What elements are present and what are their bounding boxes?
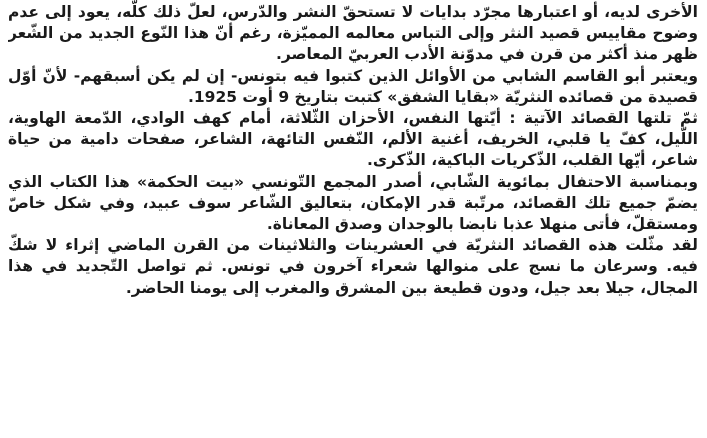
- paragraph-centenary-book: وبمناسبة الاحتفال بمائوية الشّابي، أصدر المجمع التّونسي «بيت الحكمة» هذا الكتاب الذي يضمّ جميع تلك القصائد، مرتّبة قدر الإمكان، بتعاليق الشّاعر سوف عبيد، وفي شكل خاصّ ومستقلّ، فأتى منهلا عذبا نابضا بالوجدان وصدق المعاناة.: [8, 172, 698, 234]
- paragraph-poem-list: ثمّ تلتها القصائد الآتية : أيّتها النفس، الأحزان الثّلاثة، أمام كهف الوادي، الدّمعة الهاوية، اللّيل، كفّ يا قلبي، الخريف، أغنية الألم، النّفس التائهة، الشاعر، صفحات دامية من حياة شاعر، أيّها القلب، الذّكريات الباكية، الذّكرى.: [8, 109, 698, 170]
- paragraph-shabbi-pioneer: ويعتبر أبو القاسم الشابي من الأوائل الذين كتبوا فيه بتونس- إن لم يكن أسبقهم- لأنّ أوّل قصيدة من قصائده النثريّة «بقايا الشفق» كتبت بتاريخ 9 أوت 1925.: [8, 66, 698, 106]
- paragraph-conclusion: لقد مثّلت هذه القصائد النثريّة في العشرينات والثلاثينات من القرن الماضي إثراء لا شكّ فيه. وسرعان ما نسج على منوالها شعراء آخرون في تونس. ثم تواصل التّجديد في هذا المجال، جيلا بعد جيل، ودون قطيعة بين المشرق والمغرب إلى يومنا الحاضر.: [8, 236, 698, 297]
- paragraph-intro: الأخرى لديه، أو اعتبارها مجرّد بدايات لا تستحقّ النشر والدّرس، لعلّ ذلك كلّه، يعود إلى عدم وضوح مقاييس قصيد النثر وإلى التباس معالمه المميّزة، رغم أنّ هذا النّوع الجديد من الشّعر ظهر منذ أكثر من قرن في مدوّنة الأدب العربيّ المعاصر.: [8, 3, 698, 64]
- document-page: [8, 0, 698, 438]
